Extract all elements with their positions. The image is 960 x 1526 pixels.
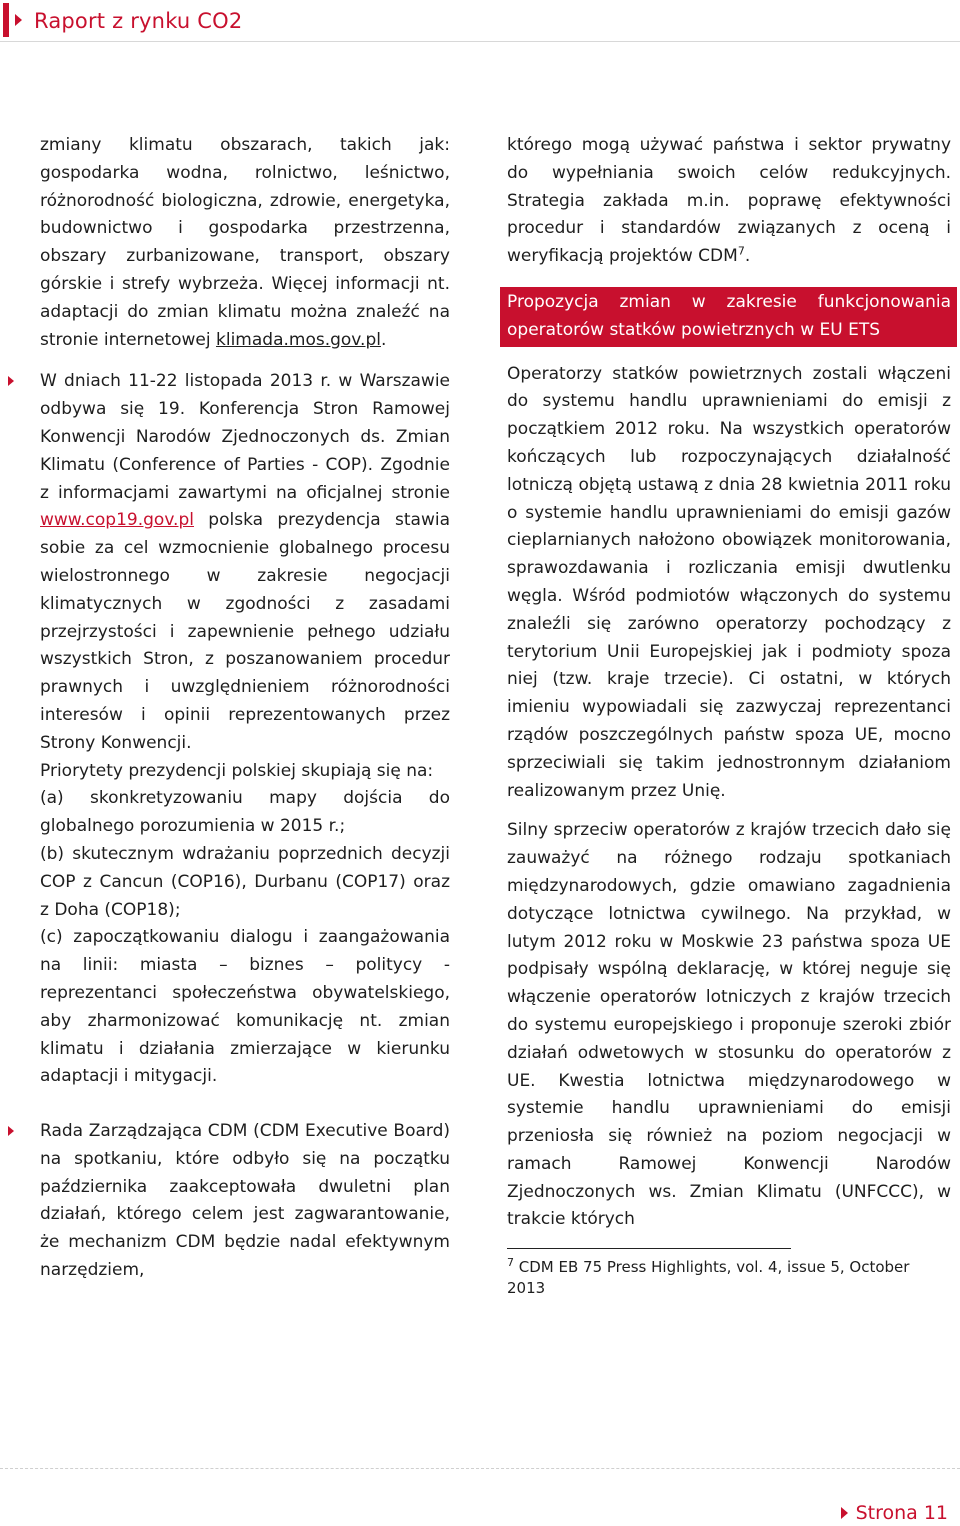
paragraph-text: . <box>744 246 751 267</box>
priority-b: (b) skutecznym wdrażaniu poprzednich decyzji COP z Cancun (COP16), Durbanu (COP17) oraz z Doha (COP18); <box>40 843 450 920</box>
priority-c: (c) zapoczątkowaniu dialogu i zaangażowania na linii: miasta – biznes – politycy - reprezentanci społeczeństwa obywatelskiego, aby zharmonizować komunikację nt. zmian klimatu i działania zmierzające w kierunku adaptacji i mitygacji. <box>40 927 450 1087</box>
paragraph-opposition: Silny sprzeciw operatorów z krajów trzecich dało się zauważyć na różnego rodzaju spotkaniach międzynarodowych, gdzie omawiano zagadnienia dotyczące lotnictwa cywilnego. Na przykład, w lutym 2012 roku w Moskwie 23 państwa spoza UE podpisały wspólną deklarację, w której neguje się włączenie operatorów lotniczych z krajów trzecich do systemu europejskiego i proponuje szeroki zbiór działań odwetowych w stosunku do operatorów z UE. Kwestia lotnictwa międzynarodowego w systemie handlu uprawnieniami do emisji przeniosła się również na poziom negocjacji w ramach Ramowej Konwencji Narodów Zjednoczonych ws. Zmian Klimatu (UNFCCC), w trakcie których <box>507 820 951 1230</box>
paragraph-text: którego mogą używać państwa i sektor prywatny do wypełniania swoich celów redukcyjnych. Strategia zakłada m.in. poprawę efektywności procedur i standardów związanych z oceną i weryfikacją projektów CDM <box>507 135 951 267</box>
footer-divider <box>0 1468 960 1469</box>
paragraph-cdm: Rada Zarządzająca CDM (CDM Executive Board) na spotkaniu, które odbyło się na początku października zaakceptowała dwuletni plan działań, którego celem jest zagwarantowanie, że mechanizm CDM będzie nadal efektywnym narzędziem, <box>40 1121 450 1281</box>
footnote-ref: 7 <box>737 244 745 258</box>
page-header <box>0 0 960 42</box>
footnote-text: CDM EB 75 Press Highlights, vol. 4, issue 5, October 2013 <box>507 1258 910 1298</box>
paragraph-text: polska prezydencja stawia sobie za cel wzmocnienie globalnego procesu wielostronnego w zakresie negocjacji klimatycznych w zgodności z zasadami przejrzystości i zapewnienie pełnego udziału wszystkich Stron, z poszanowaniem procedur prawnych i uwzględnieniem różnorodności interesów i opinii reprezentowanych przez Strony Konwencji. <box>40 510 450 753</box>
report-title: Raport z rynku CO2 <box>34 9 243 33</box>
left-column <box>40 132 450 1285</box>
paragraph-priorities: Priorytety prezydencji polskiej skupiają się na: <box>40 760 434 781</box>
footnote-number: 7 <box>507 1256 514 1270</box>
page-footer <box>841 1502 948 1524</box>
header-accent-bar <box>3 3 9 37</box>
right-column <box>507 132 951 1299</box>
section-heading: Propozycja zmian w zakresie funkcjonowania operatorów statków powietrznych w EU ETS <box>507 291 951 340</box>
page-number: Strona 11 <box>855 1502 948 1524</box>
paragraph-aviation-operators: Operatorzy statków powietrznych zostali włączeni do systemu handlu uprawnieniami do emisji z początkiem 2012 roku. Na wszystkich operatorów kończących lub rozpoczynających działalność lotniczą objętą ustawą z dnia 28 kwietnia 2011 roku o systemie handlu uprawnieniami do emisji gazów cieplarnianych nałożono obowiązek monitorowania, sprawozdawania i rozliczania emisji dwutlenku węgla. Wśród podmiotów włączonych do systemu znaleźli się zarówno operatorzy pochodzący z terytorium Unii Europejskiej jak i podmioty spoza niej (tzw. kraje trzecie). Ci ostatni, w których imieniu wypowiadali się zazwyczaj reprezentanci rządów poszczególnych państw spoza UE, mocno sprzeciwiali się takim jednostronnym działaniom realizowanym przez Unię. <box>507 363 951 801</box>
footnote <box>507 1257 951 1299</box>
bullet-cdm <box>40 1118 450 1285</box>
cop19-link[interactable]: www.cop19.gov.pl <box>40 510 194 531</box>
chevron-right-icon <box>841 1507 848 1519</box>
bullet-arrow-icon <box>8 376 14 386</box>
paragraph-text: . <box>380 329 387 350</box>
section-heading-box <box>500 287 957 347</box>
paragraph-cop19 <box>40 368 450 757</box>
bullet-arrow-icon <box>8 1126 14 1136</box>
paragraph-cdm-continued <box>507 132 951 271</box>
paragraph-text: W dniach 11-22 listopada 2013 r. w Warszawie odbywa się 19. Konferencja Stron Ramowej Konwencji Narodów Zjednoczonych ds. Zmian Klimatu (Conference of Parties - COP). Zgodnie z informacjami zawartymi na oficjalnej stronie <box>40 371 450 503</box>
chevron-right-icon <box>15 14 22 26</box>
footnote-divider <box>507 1248 791 1249</box>
klimada-link[interactable]: klimada.mos.gov.pl <box>216 329 381 350</box>
priority-a: (a) skonkretyzowaniu mapy dojścia do globalnego porozumienia w 2015 r.; <box>40 788 450 837</box>
paragraph-text: zmiany klimatu obszarach, takich jak: gospodarka wodna, rolnictwo, leśnictwo, różnorodność biologiczna, zdrowie, energetyka, budownictwo i gospodarka przestrzenna, obszary zurbanizowane, transport, obszary górskie i strefy wybrzeża. Więcej informacji nt. adaptacji do zmian klimatu można znaleźć na stronie internetowej <box>40 135 450 350</box>
paragraph-adaptation <box>40 132 450 354</box>
bullet-cop19 <box>40 368 450 1091</box>
